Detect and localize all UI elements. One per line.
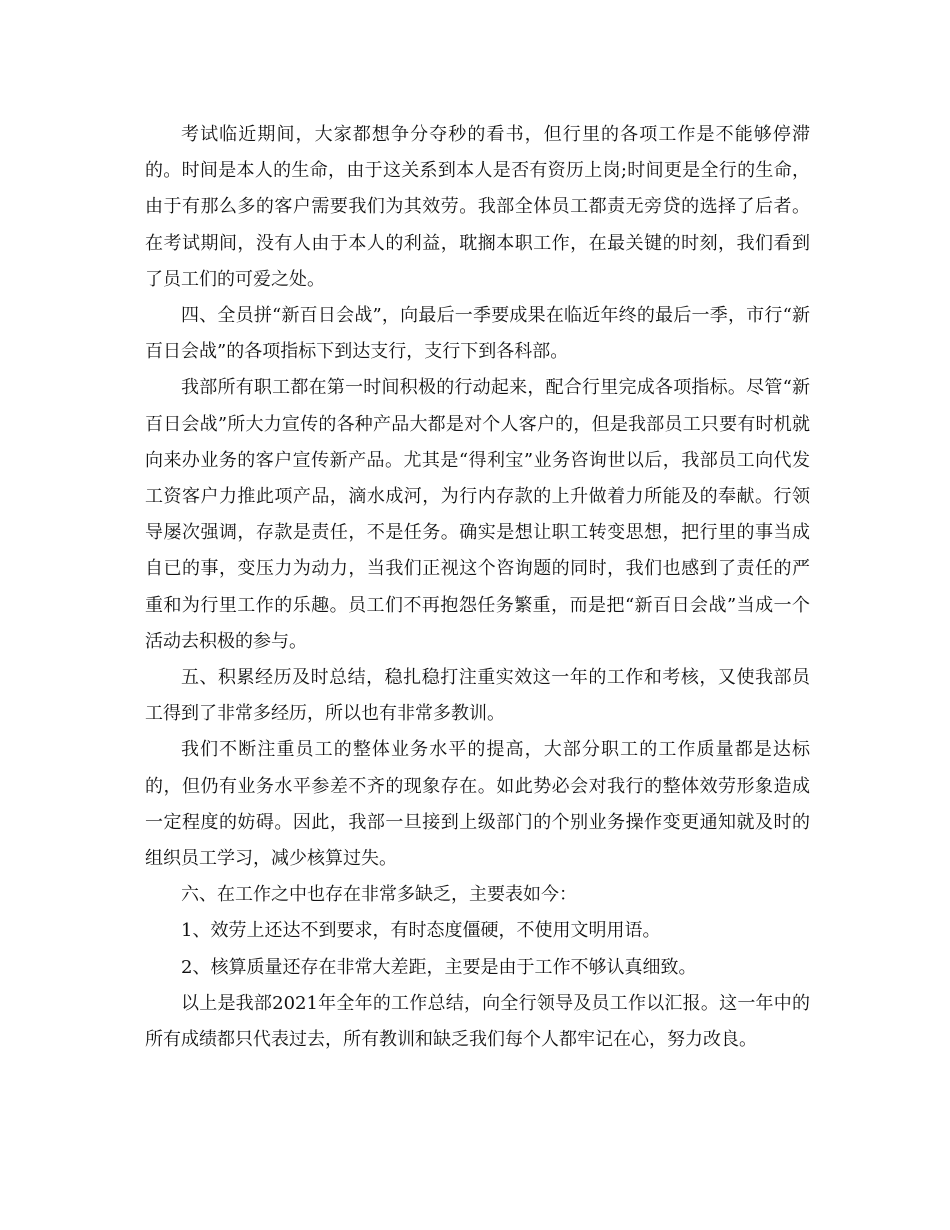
paragraph-section-six-heading: 六、在工作之中也存在非常多缺乏，主要表如今： (181, 884, 577, 906)
document-body (145, 117, 810, 1058)
paragraph-section-five-heading: 五、积累经历及时总结，稳扎稳打注重实效这一年的工作和考核，又使我部员工得到了非常多经历，所以也有非常多教训。 (145, 667, 810, 725)
paragraph-staff-action: 我部所有职工都在第一时间积极的行动起来，配合行里完成各项指标。尽管“新百日会战”所大力宣传的各种产品大都是对个人客户的，但是我部员工只要有时机就向来办业务的客户宣传新产品。尤其是“得利宝”业务咨询世以后，我部员工向代发工资客户力推此项产品，滴水成河，为行内存款的上升做着力所能及的奉献。行领导屡次强调，存款是责任，不是任务。确实是想让职工转变思想，把行里的事当成自已的事，变压力为动力，当我们正视这个咨询题的同时，我们也感到了责任的严重和为行里工作的乐趣。员工们不再抱怨任务繁重，而是把“新百日会战”当成一个活动去积极的参与。 (145, 377, 810, 652)
list-item-two: 2、核算质量还存在非常大差距，主要是由于工作不够认真细致。 (181, 956, 697, 978)
paragraph-section-four-heading: 四、全员拼“新百日会战”，向最后一季要成果在临近年终的最后一季，市行“新百日会战”的各项指标下到达支行，支行下到各科部。 (145, 305, 810, 363)
paragraph-conclusion: 以上是我部2021年全年的工作总结，向全行领导及员工作以汇报。这一年中的所有成绩都只代表过去，所有教训和缺乏我们每个人都牢记在心，努力改良。 (145, 992, 810, 1051)
paragraph-business-level: 我们不断注重员工的整体业务水平的提高，大部分职工的工作质量都是达标的，但仍有业务水平参差不齐的现象存在。如此势必会对我行的整体效劳形象造成一定程度的妨碍。因此，我部一旦接到上级部门的个别业务操作变更通知就及时的组织员工学习，减少核算过失。 (145, 739, 810, 870)
paragraph-exam-period: 考试临近期间，大家都想争分夺秒的看书，但行里的各项工作是不能够停滞的。时间是本人的生命，由于这关系到本人是否有资历上岗;时间更是全行的生命，由于有那么多的客户需要我们为其效劳。我部全体员工都责无旁贷的选择了后者。在考试期间，没有人由于本人的利益，耽搁本职工作，在最关键的时刻，我们看到了员工们的可爱之处。 (145, 124, 810, 290)
list-item-one: 1、效劳上还达不到要求，有时态度僵硬，不使用文明用语。 (181, 920, 661, 942)
